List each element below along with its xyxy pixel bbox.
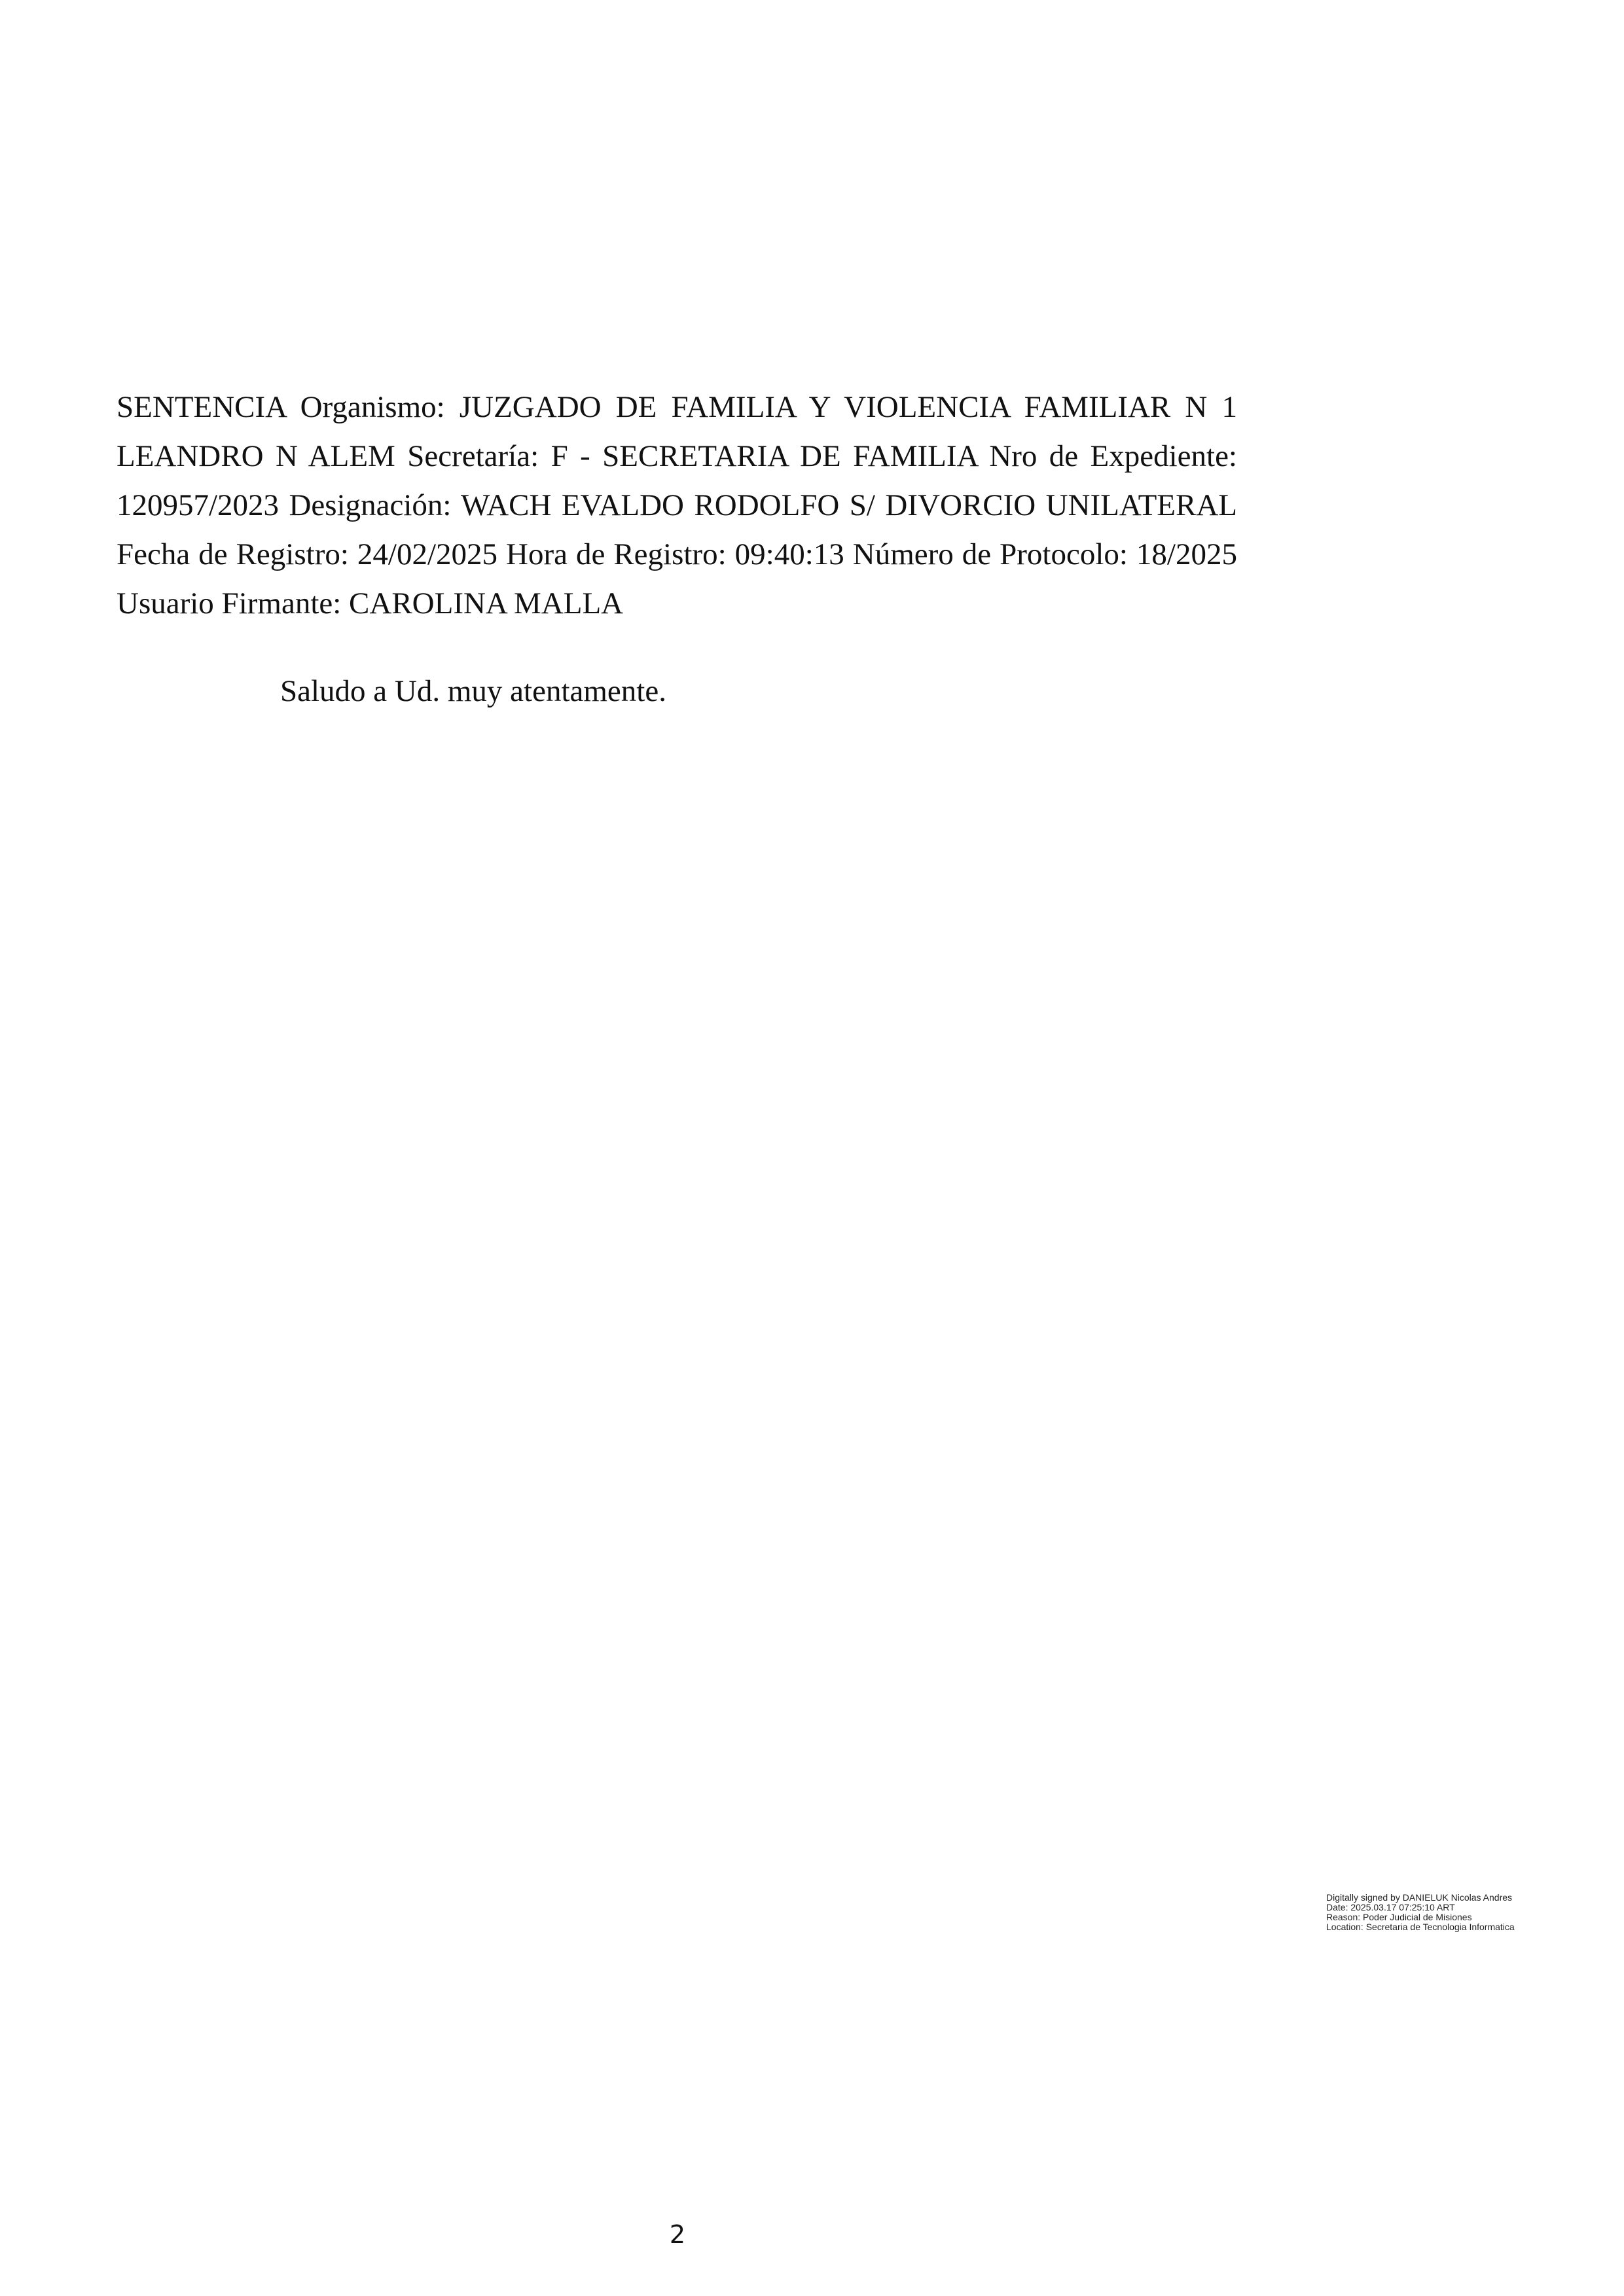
closing-salutation: Saludo a Ud. muy atentamente. <box>280 674 666 708</box>
page-number: 2 <box>669 2220 686 2249</box>
signature-reason: Reason: Poder Judicial de Misiones <box>1326 1912 1472 1922</box>
sentencia-body-text: SENTENCIA Organismo: JUZGADO DE FAMILIA Y VIOLENCIA FAMILIAR N 1 LEANDRO N ALEM Secretaría: F - SECRETARIA DE FAMILIA Nro de Expediente: 120957/2023 Designación: WACH EVALDO RODOLFO S/ DIVORCIO UNILATERAL Fecha de Registro: 24/02/2025 Hora de Registro: 09:40:13 Número de Protocolo: 18/2025 Usuario Firmante: CAROLINA MALLA <box>117 390 1237 620</box>
signature-location: Location: Secretaria de Tecnologia Informatica <box>1326 1922 1515 1932</box>
signature-signed-by: Digitally signed by DANIELUK Nicolas Andres <box>1326 1892 1513 1903</box>
signature-date: Date: 2025.03.17 07:25:10 ART <box>1326 1902 1455 1912</box>
digital-signature-block <box>1326 1893 1523 1932</box>
